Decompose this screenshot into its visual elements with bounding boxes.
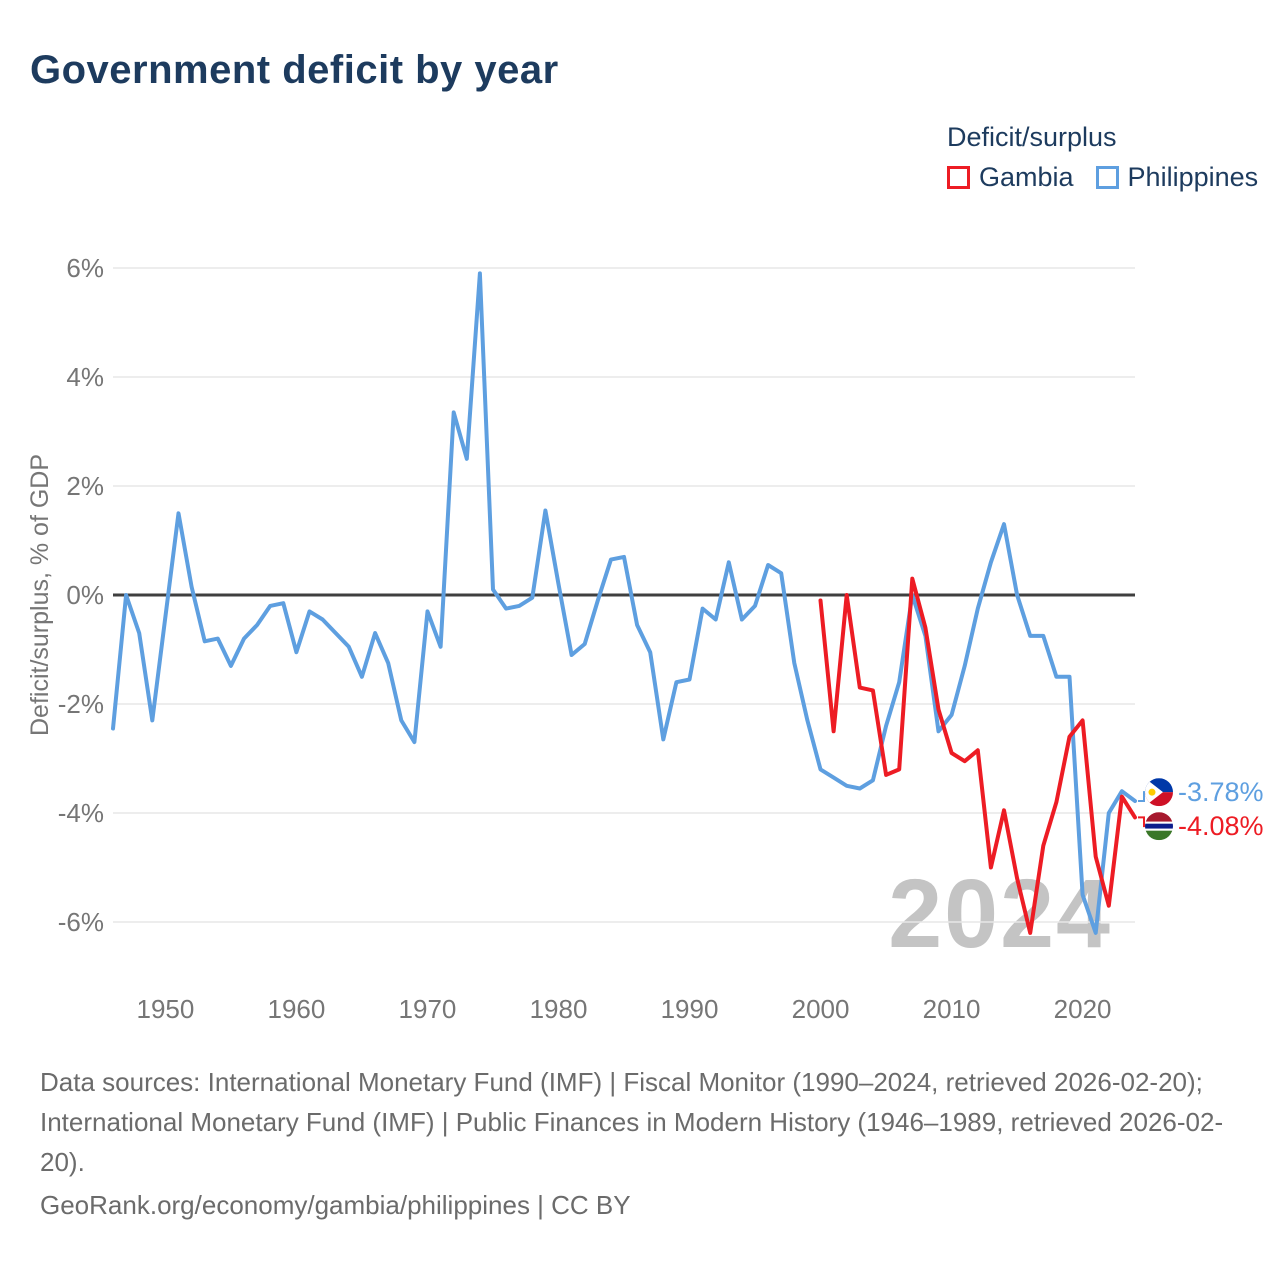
legend-label-gambia: Gambia xyxy=(979,162,1074,192)
y-tick-2%: 2% xyxy=(66,471,104,501)
y-axis-title: Deficit/surplus, % of GDP xyxy=(26,453,54,737)
y-tick-4%: 4% xyxy=(66,362,104,392)
x-tick-1960: 1960 xyxy=(267,994,326,1024)
watermark-year: 2024 xyxy=(888,859,1112,968)
x-tick-2020: 2020 xyxy=(1053,994,1112,1024)
legend-label-philippines: Philippines xyxy=(1127,162,1259,192)
philippines-end-connector xyxy=(1138,792,1144,801)
attribution-link[interactable]: GeoRank.org/economy/gambia/philippines | CC BY xyxy=(40,1190,631,1220)
gambia-end-label: -4.08% xyxy=(1178,811,1264,842)
x-tick-1990: 1990 xyxy=(660,994,719,1024)
x-tick-2010: 2010 xyxy=(922,994,981,1024)
gambia-flag-icon xyxy=(1145,812,1173,840)
gambia-end-connector xyxy=(1138,817,1144,826)
y-tick-6%: 6% xyxy=(66,253,104,283)
y-tick--4%: -4% xyxy=(57,798,104,828)
y-tick--2%: -2% xyxy=(57,689,104,719)
chart-footer xyxy=(40,1062,1236,1225)
legend-title: Deficit/surplus xyxy=(947,122,1117,152)
data-sources-text: Data sources: International Monetary Fund (IMF) | Fiscal Monitor (1990–2024, retrieved 2026-02-20); International Monetary Fund (IMF) | Public Finances in Modern History (1946–1989, retrieved 2026-02-20). xyxy=(40,1067,1224,1177)
y-tick--6%: -6% xyxy=(57,907,104,937)
y-tick-0%: 0% xyxy=(66,580,104,610)
x-tick-1970: 1970 xyxy=(398,994,457,1024)
x-tick-1950: 1950 xyxy=(136,994,195,1024)
page-title: Government deficit by year xyxy=(30,48,559,92)
x-tick-1980: 1980 xyxy=(529,994,588,1024)
philippines-line[interactable] xyxy=(113,273,1135,933)
x-tick-2000: 2000 xyxy=(791,994,850,1024)
philippines-end-label: -3.78% xyxy=(1178,777,1264,808)
philippines-flag-icon xyxy=(1145,778,1173,806)
